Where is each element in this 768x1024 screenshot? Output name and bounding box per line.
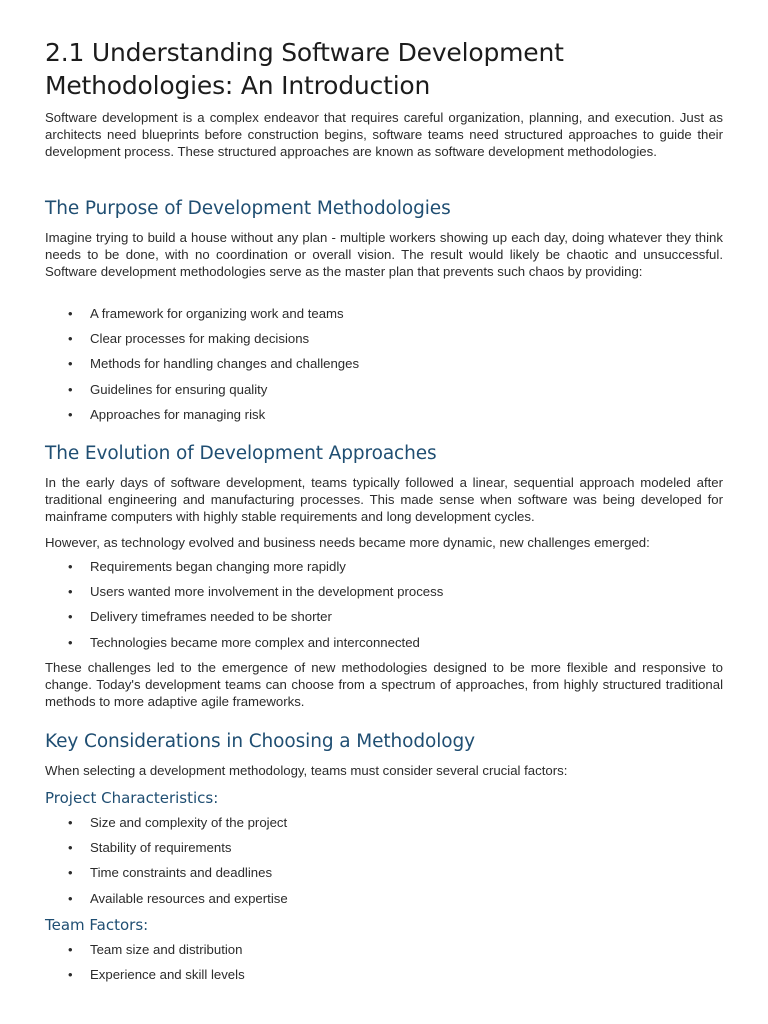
bullet-icon: • bbox=[68, 584, 73, 600]
evolution-heading: The Evolution of Development Approaches bbox=[45, 443, 437, 464]
purpose-list bbox=[45, 305, 723, 431]
bullet-icon: • bbox=[68, 406, 73, 422]
bullet-icon: • bbox=[68, 306, 73, 321]
bullet-icon: • bbox=[68, 890, 73, 906]
considerations-heading: Key Considerations in Choosing a Methodology bbox=[45, 731, 476, 752]
project-characteristics-list bbox=[45, 814, 723, 915]
purpose-heading: The Purpose of Development Methodologies bbox=[45, 198, 451, 219]
team-factors-list bbox=[45, 941, 723, 991]
bullet-icon: • bbox=[68, 967, 73, 983]
page-title: 2.1 Understanding Software Development Methodologies: An Introduction bbox=[45, 38, 564, 100]
list-item: • Available resources and expertise bbox=[68, 890, 288, 906]
bullet-icon: • bbox=[68, 356, 73, 372]
bullet-icon: • bbox=[68, 815, 73, 830]
list-item: • A framework for organizing work and teams bbox=[68, 306, 344, 321]
bullet-icon: • bbox=[68, 840, 73, 856]
list-item: • Technologies became more complex and interconnected bbox=[68, 634, 420, 650]
bullet-icon: • bbox=[68, 942, 73, 957]
list-item: • Guidelines for ensuring quality bbox=[68, 381, 268, 397]
purpose-paragraph: Imagine trying to build a house without any plan - multiple workers showing up each day, doing whatever they think needs to be done, with no coordination or overall vision. The result would likely be chaotic and unsuccessful. Software development methodologies serve as the master plan that prevents such chaos by providing: bbox=[45, 230, 723, 280]
bullet-icon: • bbox=[68, 559, 73, 574]
evolution-paragraph-1: In the early days of software development, teams typically followed a linear, sequential approach modeled after traditional engineering and manufacturing processes. This made sense when software was being developed for mainframe computers with highly stable requirements and long development cycles. bbox=[45, 475, 723, 525]
list-item: • Size and complexity of the project bbox=[68, 815, 288, 830]
evolution-list bbox=[45, 558, 723, 659]
considerations-paragraph: When selecting a development methodology, teams must consider several crucial factors: bbox=[45, 763, 568, 778]
bullet-icon: • bbox=[68, 331, 73, 347]
list-item: • Team size and distribution bbox=[68, 942, 243, 957]
list-item: • Methods for handling changes and challenges bbox=[68, 356, 360, 372]
list-item: • Clear processes for making decisions bbox=[68, 331, 310, 347]
bullet-icon: • bbox=[68, 634, 73, 650]
list-item: • Stability of requirements bbox=[68, 840, 232, 856]
team-factors-heading: Team Factors: bbox=[45, 916, 149, 934]
intro-paragraph: Software development is a complex endeavor that requires careful organization, planning, and execution. Just as architects need blueprints before construction begins, software teams need structured approaches to guide their development process. These structured approaches are known as software development methodologies. bbox=[45, 110, 723, 160]
project-characteristics-heading: Project Characteristics: bbox=[45, 789, 219, 807]
evolution-paragraph-3: These challenges led to the emergence of new methodologies designed to be more flexible and responsive to change. Today's development teams can choose from a spectrum of approaches, from highly structured traditional methods to more adaptive agile frameworks. bbox=[45, 660, 723, 710]
bullet-icon: • bbox=[68, 381, 73, 397]
list-item: • Approaches for managing risk bbox=[68, 406, 266, 422]
list-item: • Experience and skill levels bbox=[68, 967, 245, 983]
bullet-icon: • bbox=[68, 865, 73, 881]
list-item: • Delivery timeframes needed to be shorter bbox=[68, 609, 332, 625]
bullet-icon: • bbox=[68, 609, 73, 625]
list-item: • Time constraints and deadlines bbox=[68, 865, 273, 881]
evolution-paragraph-2: However, as technology evolved and business needs became more dynamic, new challenges emerged: bbox=[45, 535, 650, 550]
list-item: • Requirements began changing more rapidly bbox=[68, 559, 346, 574]
list-item: • Users wanted more involvement in the development process bbox=[68, 584, 444, 600]
